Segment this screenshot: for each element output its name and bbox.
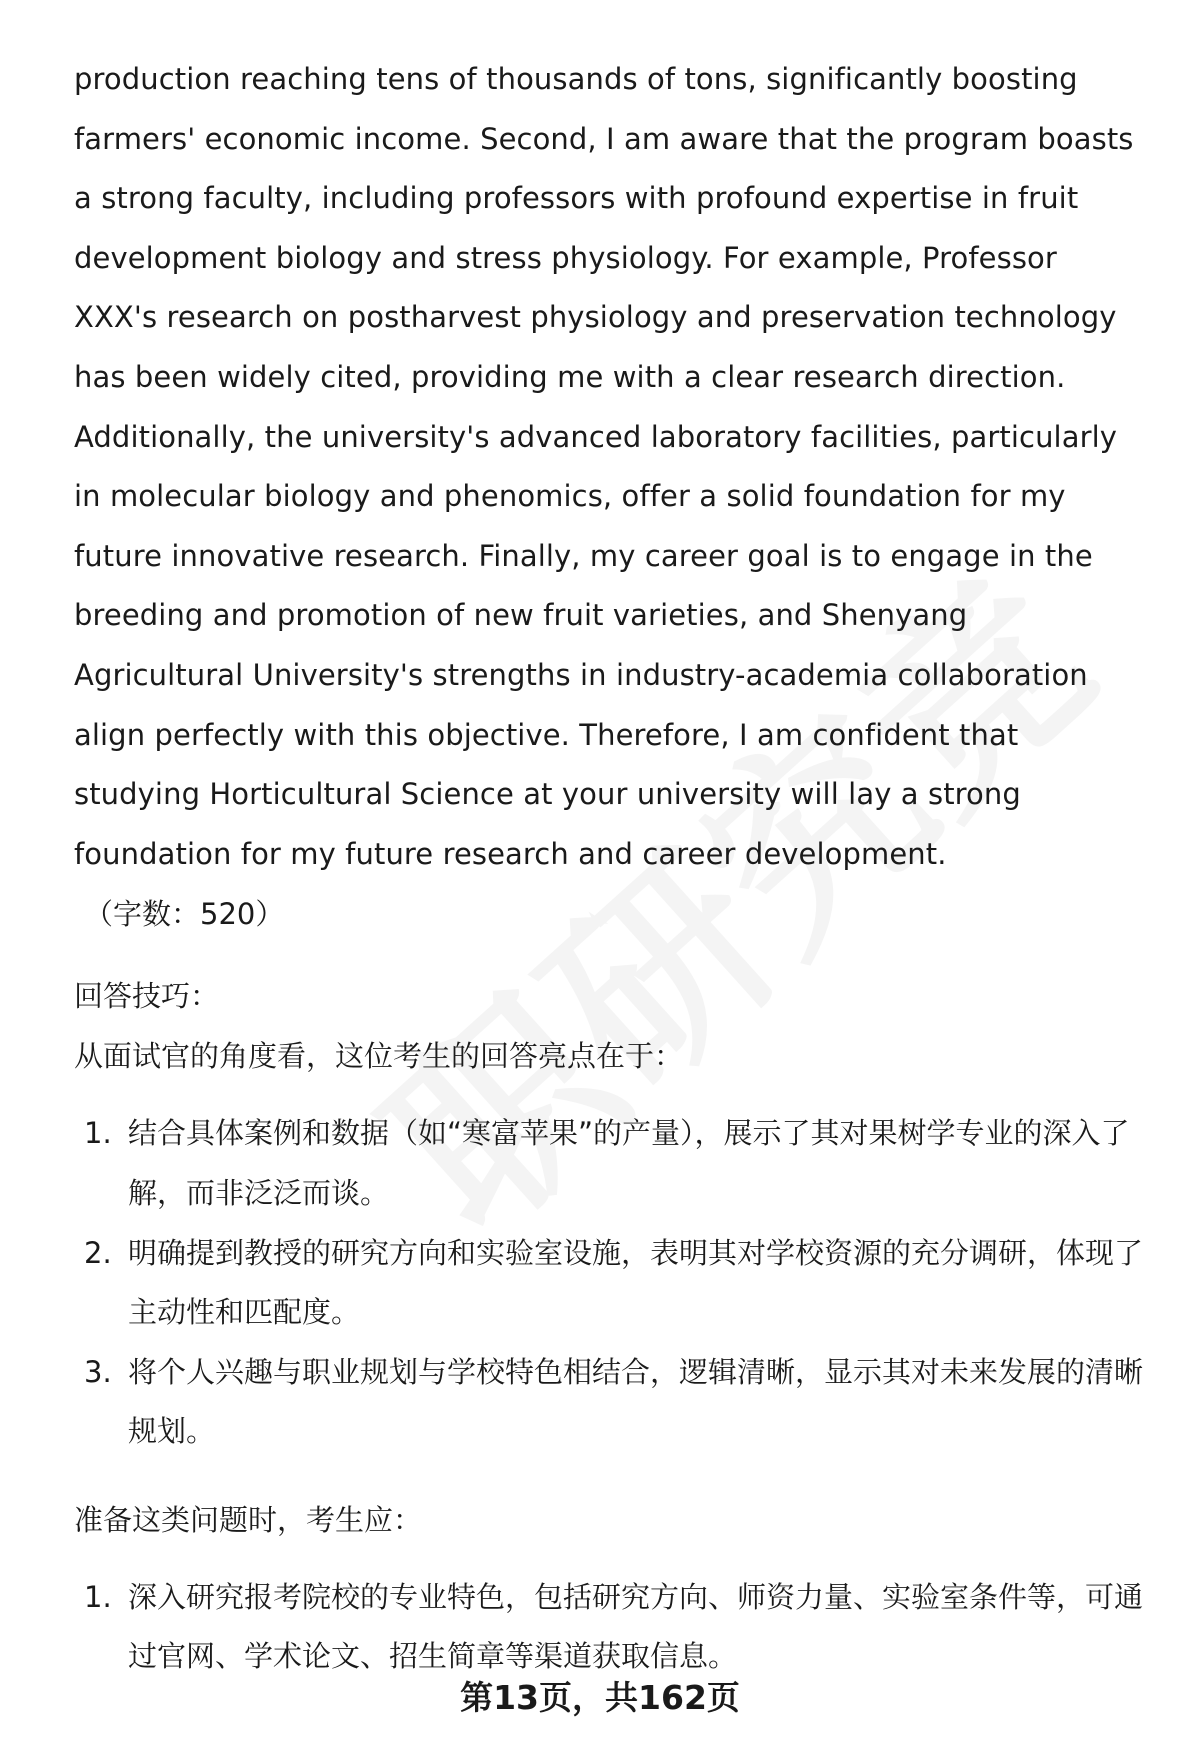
tips-intro: 从面试官的角度看，这位考生的回答亮点在于：: [74, 1039, 684, 1074]
list-number: 1.: [84, 1116, 112, 1151]
english-answer-paragraph: production reaching tens of thousands of tons, significantly boosting farmers' economic income. Second, I am aware that the program boasts a strong faculty, including professors with profound expertise in fruit development biology and stress physiology. For example, Professor XXX's research on postharvest physiology and preservation technology has been widely cited, providing me with a clear research direction. Additionally, the university's advanced laboratory facilities, particularly in molecular biology and phenomics, offer a solid foundation for my future innovative research. Finally, my career goal is to engage in the breeding and promotion of new fruit varieties, and Shenyang Agricultural University's strengths in industry-academia collaboration align perfectly with this objective. Therefore, I am confident that studying Horticultural Science at your university will lay a strong foundation for my future research and career development.: [74, 62, 1134, 871]
tips-heading: 回答技巧：: [74, 979, 220, 1014]
highlights-list: [74, 1104, 1144, 1462]
list-number: 3.: [84, 1354, 112, 1389]
list-number: 1.: [84, 1579, 112, 1614]
list-item-text: 明确提到教授的研究方向和实验室设施，表明其对学校资源的充分调研，体现了主动性和匹配度。: [128, 1235, 1144, 1330]
list-item-text: 结合具体案例和数据（如“寒富苹果”的产量），展示了其对果树学专业的深入了解，而非泛泛而谈。: [128, 1116, 1130, 1210]
list-number: 2.: [84, 1235, 112, 1270]
page-footer: 第13页，共162页: [460, 1678, 740, 1717]
word-count: （字数：520）: [84, 897, 285, 932]
prep-heading: 准备这类问题时，考生应：: [74, 1502, 423, 1537]
list-item: [74, 1224, 1144, 1343]
list-item: [74, 1568, 1144, 1687]
prep-list: [74, 1568, 1144, 1687]
list-item: [74, 1104, 1144, 1223]
list-item-text: 深入研究报考院校的专业特色，包括研究方向、师资力量、实验室条件等，可通过官网、学术论文、招生简章等渠道获取信息。: [128, 1579, 1144, 1674]
list-item: [74, 1343, 1144, 1462]
list-item-text: 将个人兴趣与职业规划与学校特色相结合，逻辑清晰，显示其对未来发展的清晰规划。: [128, 1354, 1144, 1449]
page-content: [74, 50, 1144, 1687]
